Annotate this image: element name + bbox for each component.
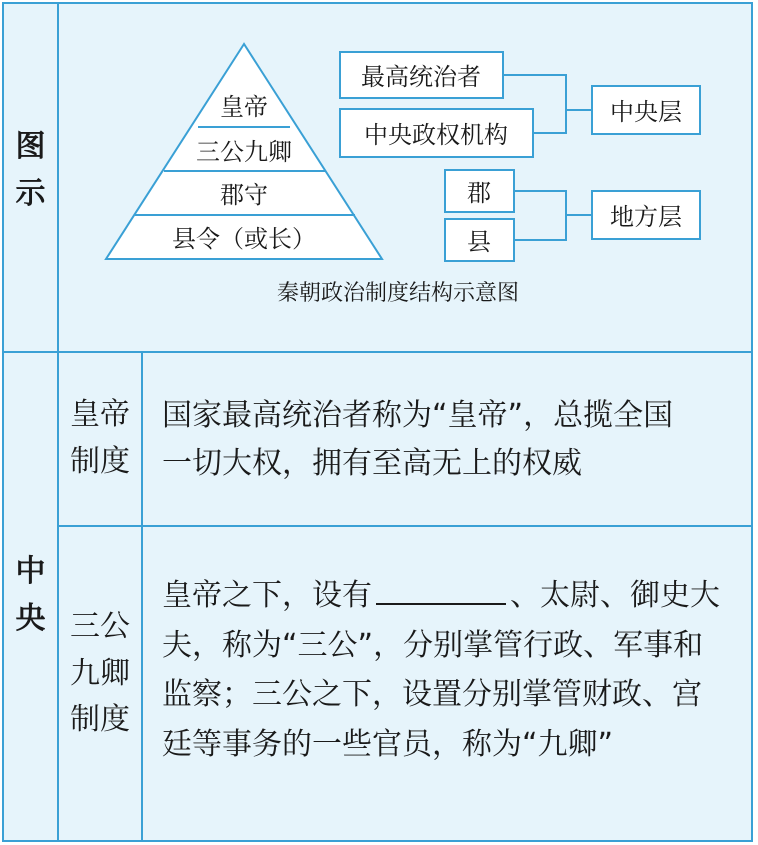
ministers-system-label [58,604,142,744]
row-label-char: 央 [15,600,46,636]
row-label-char: 示 [15,175,46,211]
row-label-char: 图 [15,129,46,164]
emperor-system-label [58,392,142,485]
label-line: 制度 [70,702,130,737]
text-segment: 皇帝之下，设有 [162,578,372,613]
row-label-diagram [3,124,58,217]
text-line: 监察；三公之下，设置分别掌管财政、宫 [162,677,702,712]
node-label: 中央政权机构 [364,121,508,149]
ministers-system-text [162,571,750,769]
fill-in-blank[interactable] [376,577,506,605]
node-label: 郡 [467,179,491,207]
node-label: 县 [467,228,491,256]
node-label: 最高统治者 [361,63,481,91]
text-line: 夫，称为“三公”，分别掌管行政、军事和 [162,627,704,663]
text-line: 国家最高统治者称为“皇帝”，总揽全国 [162,398,674,433]
label-line: 九卿 [70,655,130,691]
text-line: 一切大权，拥有至高无上的权威 [162,446,582,481]
pyramid-level: 郡守 [220,181,268,209]
row-label-char: 中 [15,554,46,589]
label-line: 皇帝 [70,397,130,432]
text-line: 廷等事务的一些官员，称为“九卿” [162,726,614,762]
diagram-caption: 秦朝政治制度结构示意图 [276,281,520,306]
label-line: 三公 [70,609,130,644]
emperor-system-text [162,392,750,488]
label-line: 制度 [70,443,130,479]
pyramid-level: 皇帝 [220,93,268,121]
row-label-central [3,549,58,642]
pyramid-level: 三公九卿 [196,138,292,166]
pyramid-level: 县令（或长） [172,225,316,253]
text-segment: 、太尉、御史大 [510,578,720,613]
node-label: 中央层 [610,98,682,126]
text-line [162,571,750,621]
node-label: 地方层 [610,203,682,231]
